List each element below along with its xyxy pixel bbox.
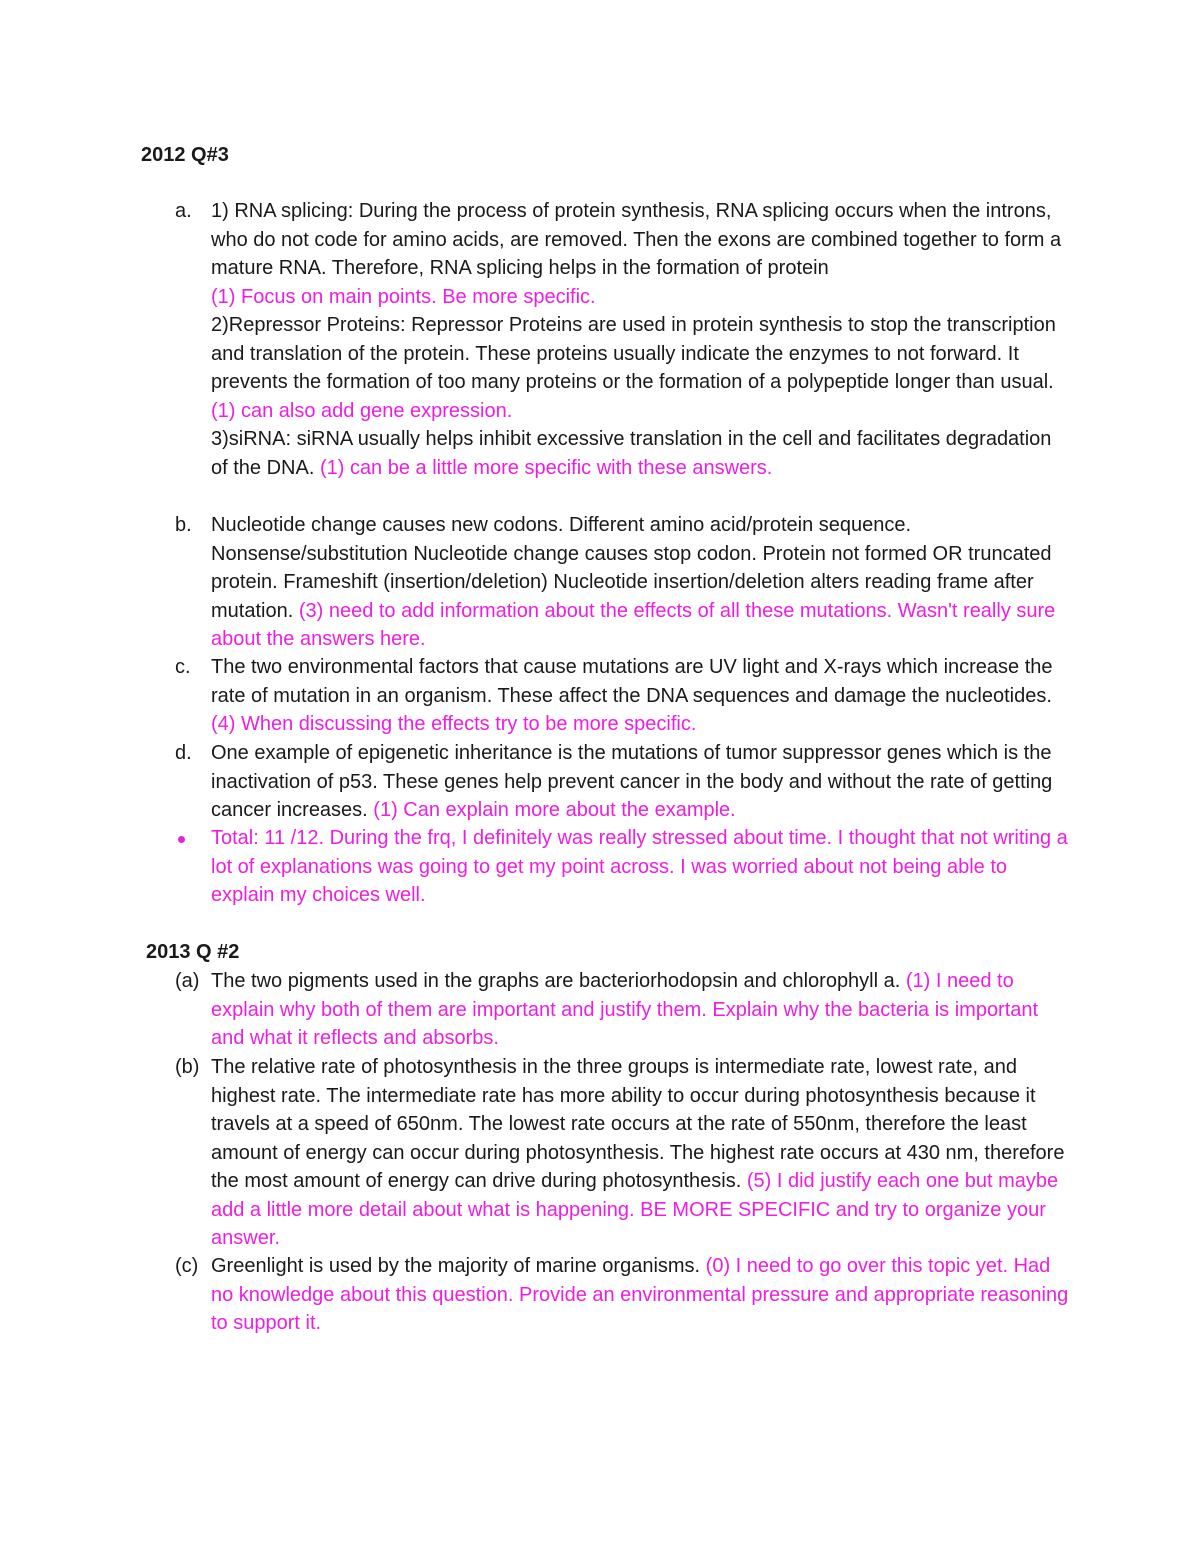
grading-note: (5) I did justify each one but maybe add a little more detail about what is happening. BE MORE SPECIFIC and try to organize your answer. (211, 1170, 1059, 1249)
answer-text (211, 1252, 1071, 1338)
grading-note: (3) need to add information about the effects of all these mutations. Wasn't really sure about the answers here. (211, 599, 1056, 650)
section-heading-2013-q2: 2013 Q #2 (146, 941, 240, 963)
summary-text (211, 824, 1071, 910)
answer-part: 1) RNA splicing: During the process of protein synthesis, RNA splicing occurs when the introns, who do not code for amino acids, are removed. Then the exons are combined together to form a mature RNA. Therefore, RNA splicing helps in the formation of protein (211, 200, 1062, 279)
item-marker: (b) (175, 1056, 200, 1078)
answer-text (211, 739, 1071, 825)
answer-part: 2)Repressor Proteins: Repressor Proteins are used in protein synthesis to stop the transcription and translation of the protein. These proteins usually indicate the enzymes to not forward. It prevents the formation of too many proteins or the formation of a polypeptide longer than usual. (211, 314, 1056, 393)
answer-part: The relative rate of photosynthesis in the three groups is intermediate rate, lowest rate, and highest rate. The intermediate rate has more ability to occur during photosynthesis because it travels at a speed of 650nm. The lowest rate occurs at the rate of 550nm, therefore the least amount of energy can occur during photosynthesis. The highest rate occurs at 430 nm, therefore the most amount of energy can drive during photosynthesis. (211, 1056, 1065, 1192)
section-heading-2012-q3: 2012 Q#3 (141, 144, 229, 166)
grading-note: (1) Focus on main points. Be more specific. (211, 285, 596, 308)
answer-text (211, 197, 1071, 482)
answer-part: Greenlight is used by the majority of marine organisms. (211, 1255, 706, 1277)
grading-note: (1) I need to explain why both of them are important and justify them. Explain why the bacteria is important and what it reflects and absorbs. (211, 970, 1039, 1049)
item-marker: (a) (175, 970, 200, 992)
answer-text (211, 967, 1071, 1053)
answer-text (211, 653, 1071, 739)
item-marker: d. (175, 742, 192, 764)
grading-note: (1) can also add gene expression. (211, 399, 513, 422)
grading-note: (0) I need to go over this topic yet. Had no knowledge about this question. Provide an environmental pressure and appropriate reasoning to support it. (211, 1255, 1069, 1334)
grading-note: (4) When discussing the effects try to be more specific. (211, 713, 697, 735)
grading-note: Total: 11 /12. During the frq, I definitely was really stressed about time. I thought that not writing a lot of explanations was going to get my point across. I was worried about not being able to explain my choices well. (211, 827, 1068, 906)
answer-part: One example of epigenetic inheritance is the mutations of tumor suppressor genes which is the inactivation of p53. These genes help prevent cancer in the body and without the rate of getting cancer increases. (211, 742, 1053, 821)
answer-part: Nucleotide change causes new codons. Different amino acid/protein sequence. Nonsense/substitution Nucleotide change causes stop codon. Protein not formed OR truncated protein. Frameshift (insertion/deletion) Nucleotide insertion/deletion alters reading frame after mutation. (211, 514, 1052, 622)
answer-part: The two pigments used in the graphs are bacteriorhodopsin and chlorophyll a. (211, 970, 906, 992)
answer-part: The two environmental factors that cause mutations are UV light and X-rays which increase the rate of mutation in an organism. These affect the DNA sequences and damage the nucleotides. (211, 656, 1053, 707)
answer-part: 3)siRNA: siRNA usually helps inhibit excessive translation in the cell and facilitates degradation of the DNA. (211, 428, 1052, 479)
item-marker: (c) (175, 1255, 199, 1277)
item-marker: c. (175, 656, 191, 678)
item-marker: a. (175, 200, 192, 222)
answer-text (211, 1053, 1071, 1253)
grading-note: (1) Can explain more about the example. (373, 799, 736, 821)
answer-text (211, 511, 1071, 654)
item-marker: b. (175, 514, 192, 536)
grading-note: (1) can be a little more specific with these answers. (319, 456, 773, 479)
bullet-dot-icon (178, 836, 185, 843)
